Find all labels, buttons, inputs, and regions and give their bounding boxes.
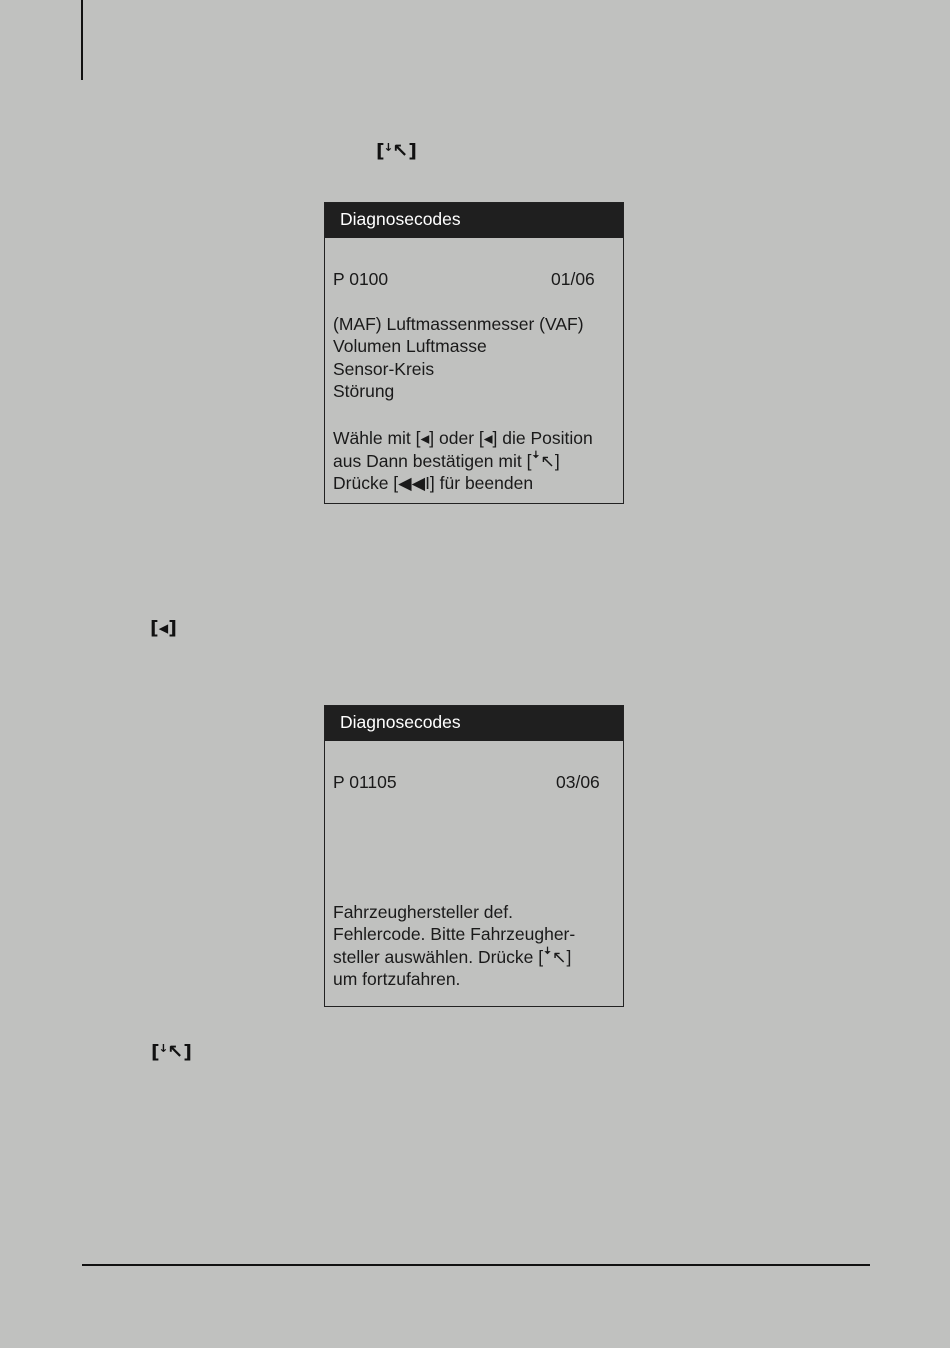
code-description-line: Volumen Luftmasse xyxy=(333,336,487,356)
code-description-line: Sensor-Kreis xyxy=(333,359,435,379)
instruction-line: Wähle mit [◂] oder [◂] die Position xyxy=(333,428,593,448)
message-line: Fehlercode. Bitte Fahrzeugher- xyxy=(333,924,576,944)
screen-title: Diagnosecodes xyxy=(325,706,623,741)
diagnostic-screen-2 xyxy=(324,705,624,1007)
left-arrow-key-symbol: [◂] xyxy=(150,617,177,639)
screen-title: Diagnosecodes xyxy=(325,203,623,238)
page-counter: 03/06 xyxy=(556,772,600,792)
enter-key-symbol: [ꜜ↖] xyxy=(151,1041,192,1063)
page-counter: 01/06 xyxy=(551,269,595,289)
instruction-line: Drücke [◀◀I] für beenden xyxy=(333,473,534,493)
message-line: steller auswählen. Drücke [ꜜ↖] xyxy=(333,947,572,967)
footer-rule xyxy=(82,1264,870,1266)
code-description-line: (MAF) Luftmassenmesser (VAF) xyxy=(333,314,584,334)
instruction-line: aus Dann bestätigen mit [ꜜ↖] xyxy=(333,451,560,471)
diagnostic-screen-1 xyxy=(324,202,624,504)
enter-key-symbol: [ꜜ↖] xyxy=(376,140,417,162)
code-description-line: Störung xyxy=(333,381,395,401)
message-line: um fortzufahren. xyxy=(333,969,461,989)
trouble-code: P 0100 xyxy=(333,269,389,289)
margin-vertical-rule xyxy=(81,0,83,80)
trouble-code: P 01105 xyxy=(333,772,397,792)
message-line: Fahrzeughersteller def. xyxy=(333,902,513,922)
